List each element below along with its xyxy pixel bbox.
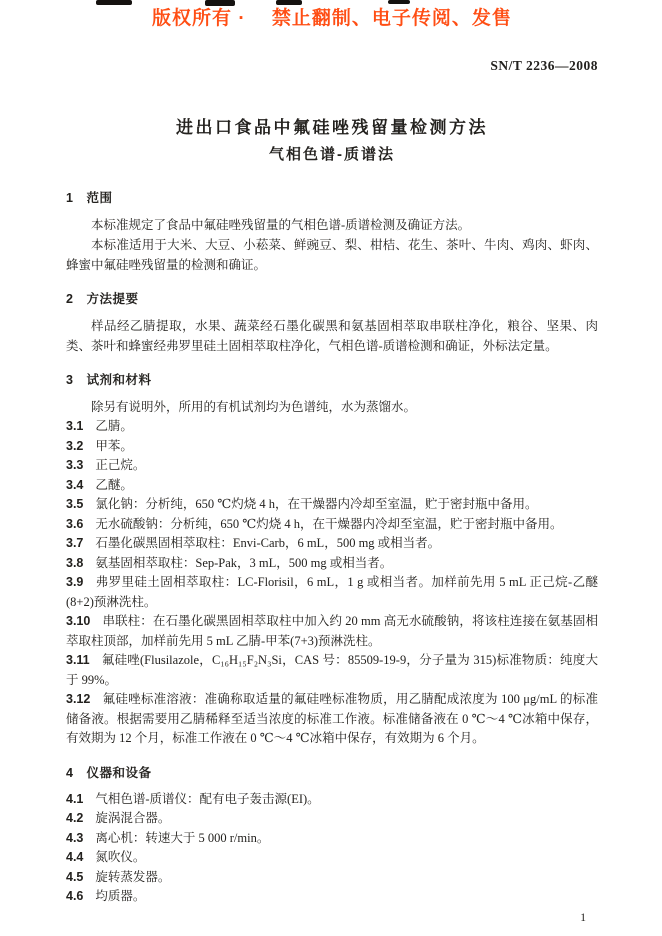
clause-text: 正己烷。 — [95, 458, 146, 472]
paragraph: 本标准规定了食品中氟硅唑残留量的气相色谱-质谱检测及确证方法。 — [91, 218, 471, 232]
copyright-notice: 版权所有 · 禁止翻制、电子传阅、发售 — [152, 8, 512, 29]
clause-3-2 — [66, 437, 598, 457]
clause-number: 4.3 — [66, 830, 84, 845]
clause-text: 氯化钠：分析纯，650 ℃灼烧 4 h，在干燥器内冷却至室温，贮于密封瓶中备用。 — [95, 497, 538, 511]
section-title: 仪器和设备 — [86, 765, 152, 780]
clause-3-4 — [66, 476, 598, 496]
clause-number: 3.1 — [66, 419, 84, 433]
section-heading — [66, 764, 598, 782]
paragraph: 除另有说明外，所用的有机试剂均为色谱纯，水为蒸馏水。 — [91, 400, 417, 414]
clause-4-3 — [66, 829, 598, 849]
section-title: 试剂和材料 — [86, 373, 152, 387]
clause-number: 3.4 — [66, 477, 84, 492]
document-title — [66, 116, 598, 166]
clause-3-10 — [66, 612, 598, 651]
clause-text: 旋涡混合器。 — [95, 811, 171, 825]
clause-3-3 — [66, 456, 598, 476]
clause-4-4 — [66, 848, 598, 868]
clause-text: 乙醚。 — [95, 477, 133, 492]
clause-text: 离心机：转速大于 5 000 r/min。 — [95, 830, 270, 845]
clause-number: 3.7 — [66, 536, 84, 550]
section-scope — [66, 189, 598, 275]
clause-4-2 — [66, 809, 598, 829]
section-title: 范围 — [86, 191, 113, 205]
clause-text: 石墨化碳黑固相萃取柱：Envi-Carb，6 mL，500 mg 或相当者。 — [95, 536, 441, 550]
clause-number: 3.2 — [66, 438, 84, 453]
clause-text: 氨基固相萃取柱：Sep-Pak，3 mL，500 mg 或相当者。 — [95, 555, 393, 570]
clause-number: 4.1 — [66, 791, 84, 806]
clause-4-1 — [66, 790, 598, 810]
clause-text: 均质器。 — [95, 889, 146, 903]
title-line-2: 气相色谱-质谱法 — [269, 146, 395, 163]
section-number: 2 — [66, 292, 74, 306]
clause-3-11 — [66, 651, 598, 690]
clause-number: 4.4 — [66, 850, 84, 864]
section-heading — [66, 189, 598, 207]
clause-text: 旋转蒸发器。 — [95, 869, 171, 884]
page-number: 1 — [580, 911, 586, 924]
clause-number: 3.10 — [66, 614, 91, 628]
clause-text: 乙腈。 — [95, 419, 133, 433]
section-number: 3 — [66, 373, 74, 387]
clause-number: 3.12 — [66, 692, 91, 706]
clause-number: 4.6 — [66, 889, 84, 903]
clause-3-6 — [66, 515, 598, 535]
clause-3-7 — [66, 534, 598, 554]
clause-number: 3.6 — [66, 516, 84, 531]
clause-number: 3.11 — [66, 653, 90, 667]
section-instruments-equipment — [66, 764, 598, 907]
clause-number: 3.9 — [66, 575, 84, 589]
section-number: 4 — [66, 765, 74, 780]
clause-3-8 — [66, 554, 598, 574]
scan-artifact — [276, 0, 302, 5]
section-number: 1 — [66, 191, 74, 205]
clause-text: 无水硫酸钠：分析纯，650 ℃灼烧 4 h，在干燥器内冷却至室温，贮于密封瓶中备用。 — [95, 516, 563, 531]
clause-text: 气相色谱-质谱仪：配有电子轰击源(EI)。 — [95, 791, 320, 806]
clause-4-6 — [66, 887, 598, 907]
clause-text: 串联柱：在石墨化碳黑固相萃取柱中加入约 20 mm 高无水硫酸钠，将该柱连接在氨基固相萃取柱顶部，加样前先用 5 mL 乙腈-甲苯(7+3)预淋洗柱。 — [66, 614, 598, 648]
clause-number: 3.3 — [66, 458, 84, 472]
clause-3-1 — [66, 417, 598, 437]
scan-artifact — [96, 0, 132, 5]
clause-text: 氟硅唑标准溶液：准确称取适量的氟硅唑标准物质，用乙腈配成浓度为 100 μg/mL 的标准储备液。根据需要用乙腈稀释至适当浓度的标准工作液。标准储备液在 0 ℃～4 ℃冰箱中保存，有效期为 12 个月，标准工作液在 0 ℃～4 ℃冰箱中保存，有效期为 6 个月。 — [66, 692, 598, 745]
clause-3-12 — [66, 690, 598, 749]
section-reagents-materials — [66, 371, 598, 749]
section-heading — [66, 290, 598, 308]
clause-number: 3.5 — [66, 497, 84, 511]
title-line-1: 进出口食品中氟硅唑残留量检测方法 — [176, 118, 488, 137]
clause-4-5 — [66, 868, 598, 888]
clause-number: 4.5 — [66, 869, 84, 884]
scan-artifact — [388, 0, 410, 4]
clause-text: 氮吹仪。 — [95, 850, 146, 864]
clause-number: 3.8 — [66, 555, 84, 570]
standard-number: SN/T 2236—2008 — [490, 58, 598, 73]
clause-number: 4.2 — [66, 811, 84, 825]
clause-text: 氟硅唑(Flusilazole，C₁₆H₁₅F₂N₃Si，CAS 号：85509-19-9，分子量为 315)标准物质：纯度大于 99%。 — [66, 653, 598, 687]
paragraph: 样品经乙腈提取，水果、蔬菜经石墨化碳黑和氨基固相萃取串联柱净化，粮谷、坚果、肉类、茶叶和蜂蜜经弗罗里硅土固相萃取柱净化，气相色谱-质谱检测和确证，外标法定量。 — [66, 319, 598, 353]
scan-artifact — [205, 0, 235, 6]
section-title: 方法提要 — [86, 292, 139, 306]
clause-text: 甲苯。 — [95, 438, 133, 453]
clause-3-9 — [66, 573, 598, 612]
clause-text: 弗罗里硅土固相萃取柱：LC-Florisil，6 mL，1 g 或相当者。加样前先用 5 mL 正己烷-乙醚(8+2)预淋洗柱。 — [66, 575, 598, 609]
paragraph: 本标准适用于大米、大豆、小菘菜、鲜豌豆、梨、柑桔、花生、茶叶、牛肉、鸡肉、虾肉、蜂蜜中氟硅唑残留量的检测和确证。 — [66, 238, 598, 272]
clause-3-5 — [66, 495, 598, 515]
section-heading — [66, 371, 598, 389]
section-method-summary — [66, 290, 598, 356]
